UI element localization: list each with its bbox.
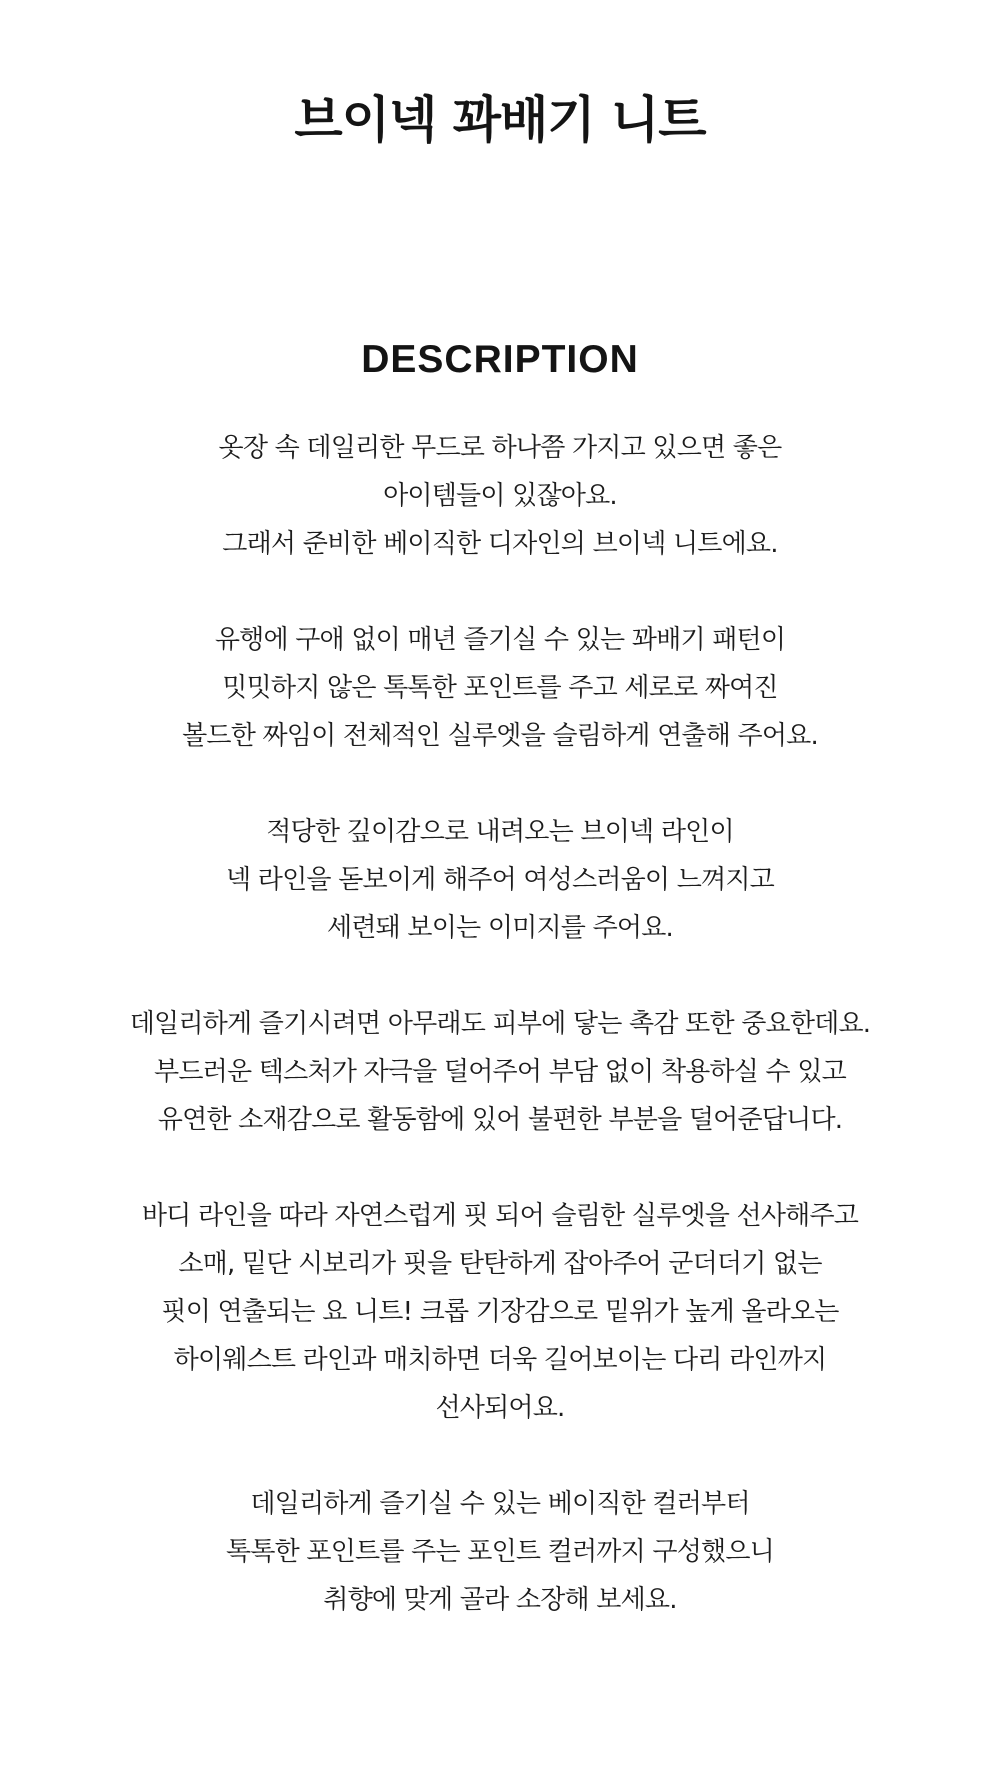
description-line: 톡톡한 포인트를 주는 포인트 컬러까지 구성했으니 bbox=[226, 1537, 774, 1567]
description-line: 유행에 구애 없이 매년 즐기실 수 있는 꽈배기 패턴이 bbox=[214, 625, 786, 655]
description-line: 넥 라인을 돋보이게 해주어 여성스러움이 느껴지고 bbox=[226, 865, 774, 895]
description-line: 아이템들이 있잖아요. bbox=[383, 481, 617, 511]
description-line: 부드러운 텍스처가 자극을 덜어주어 부담 없이 착용하실 수 있고 bbox=[154, 1057, 846, 1087]
description-line: 옷장 속 데일리한 무드로 하나쯤 가지고 있으면 좋은 bbox=[218, 433, 782, 463]
description-line: 선사되어요. bbox=[435, 1393, 565, 1423]
description-paragraph bbox=[0, 1480, 1000, 1624]
product-title: 브이넥 꽈배기 니트 bbox=[294, 91, 706, 149]
description-line: 밋밋하지 않은 톡톡한 포인트를 주고 세로로 짜여진 bbox=[222, 673, 778, 703]
description-paragraph bbox=[0, 1000, 1000, 1144]
description-line: 소매, 밑단 시보리가 핏을 탄탄하게 잡아주어 군더더기 없는 bbox=[178, 1249, 822, 1279]
description-paragraph bbox=[0, 1192, 1000, 1432]
description-paragraph bbox=[0, 424, 1000, 568]
description-paragraph bbox=[0, 616, 1000, 760]
description-line: 취향에 맞게 골라 소장해 보세요. bbox=[323, 1585, 677, 1615]
description-line: 바디 라인을 따라 자연스럽게 핏 되어 슬림한 실루엣을 선사해주고 bbox=[141, 1201, 859, 1231]
description-line: 세련돼 보이는 이미지를 주어요. bbox=[327, 913, 673, 943]
description-line: 하이웨스트 라인과 매치하면 더욱 길어보이는 다리 라인까지 bbox=[173, 1345, 827, 1375]
description-line: 핏이 연출되는 요 니트! 크롭 기장감으로 밑위가 높게 올라오는 bbox=[161, 1297, 839, 1327]
description-body bbox=[0, 424, 1000, 1624]
description-heading: DESCRIPTION bbox=[361, 338, 639, 381]
description-line: 데일리하게 즐기실 수 있는 베이직한 컬러부터 bbox=[250, 1489, 750, 1519]
description-line: 적당한 깊이감으로 내려오는 브이넥 라인이 bbox=[266, 817, 734, 847]
description-paragraph bbox=[0, 808, 1000, 952]
description-line: 유연한 소재감으로 활동함에 있어 불편한 부분을 덜어준답니다. bbox=[157, 1105, 843, 1135]
description-line: 볼드한 짜임이 전체적인 실루엣을 슬림하게 연출해 주어요. bbox=[182, 721, 818, 751]
description-line: 그래서 준비한 베이직한 디자인의 브이넥 니트에요. bbox=[222, 529, 778, 559]
description-line: 데일리하게 즐기시려면 아무래도 피부에 닿는 촉감 또한 중요한데요. bbox=[129, 1009, 871, 1039]
